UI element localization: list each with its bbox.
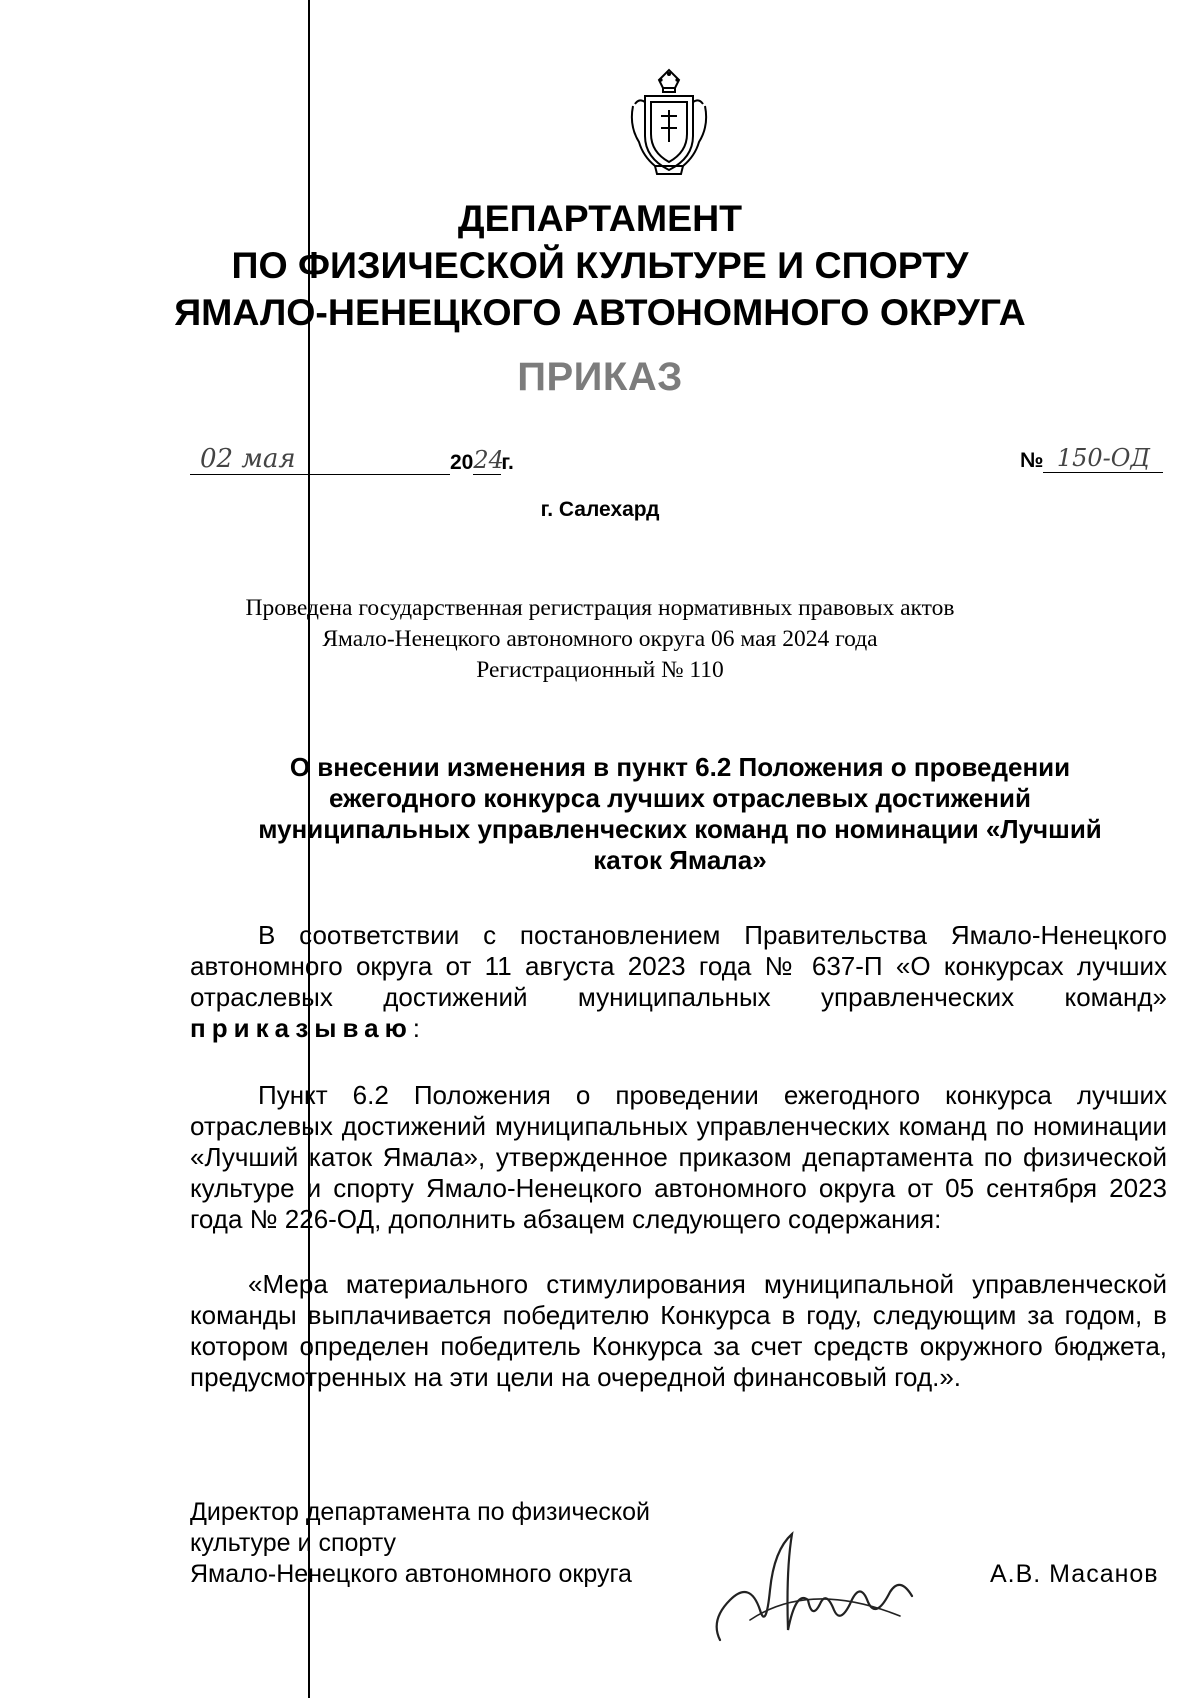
department-line-2: ПО ФИЗИЧЕСКОЙ КУЛЬТУРЕ И СПОРТУ	[231, 244, 969, 286]
registration-line-1: Проведена государственная регистрация нормативных правовых актов	[245, 595, 955, 621]
subject-line-3: муниципальных управленческих команд по номинации «Лучший	[258, 814, 1102, 844]
year-prefix: 20	[450, 451, 474, 474]
registration-note	[0, 593, 1200, 686]
year-handwritten: 24	[473, 446, 504, 474]
date-handwritten: 02 мая	[190, 444, 450, 475]
subject-line-1: О внесении изменения в пункт 6.2 Положения о проведении	[289, 752, 1071, 782]
department-line-3: ЯМАЛО-НЕНЕЦКОГО АВТОНОМНОГО ОКРУГА	[174, 291, 1026, 333]
signatory-name: А.В. Масанов	[990, 1560, 1159, 1588]
department-line-1: ДЕПАРТАМЕНТ	[457, 197, 743, 239]
paragraph-basis	[190, 920, 1167, 1044]
document-type: ПРИКАЗ	[517, 355, 683, 399]
department-title	[0, 195, 1200, 336]
subject-line-4: каток Ямала»	[593, 845, 767, 875]
registration-line-3: Регистрационный № 110	[476, 657, 724, 683]
command-colon: :	[412, 1013, 421, 1043]
number-label: №	[1020, 449, 1044, 472]
signatory-line-2: культуре и спорту	[190, 1529, 396, 1557]
signatory-title	[190, 1497, 650, 1590]
order-subject	[220, 752, 1140, 876]
signatory-line-1: Директор департамента по физической	[190, 1498, 650, 1526]
city: г. Салехард	[540, 498, 660, 521]
paragraph-quote: «Мера материального стимулирования муниципальной управленческой команды выплачивается победителю Конкурса в году, следующим за годом, в котором определен победитель Конкурса за счет средств окружного бюджета, предусмотренных на эти цели на очередной финансовый год.».	[190, 1269, 1167, 1392]
paragraph-basis-text: В соответствии с постановлением Правительства Ямало-Ненецкого автономного округа от 11 августа 2023 года № 637-П «О конкурсах лучших отраслевых достижений муниципальных управленческих команд»	[190, 920, 1167, 1012]
order-date	[190, 444, 514, 475]
coat-of-arms-icon	[625, 66, 713, 178]
command-word: приказываю	[190, 1013, 413, 1043]
subject-line-2: ежегодного конкурса лучших отраслевых достижений	[329, 783, 1031, 813]
year-suffix: г.	[501, 451, 514, 474]
order-number	[1020, 444, 1163, 473]
signatory-line-3: Ямало-Ненецкого автономного округа	[190, 1560, 632, 1588]
registration-line-2: Ямало-Ненецкого автономного округа 06 мая 2024 года	[322, 626, 878, 652]
number-handwritten: 150-ОД	[1043, 444, 1163, 473]
paragraph-amendment: Пункт 6.2 Положения о проведении ежегодного конкурса лучших отраслевых достижений муниципальных управленческих команд по номинации «Лучший каток Ямала», утвержденное приказом департамента по физической культуре и спорту Ямало-Ненецкого автономного округа от 05 сентября 2023 года № 226-ОД, дополнить абзацем следующего содержания:	[190, 1080, 1167, 1234]
handwritten-signature	[700, 1520, 930, 1660]
